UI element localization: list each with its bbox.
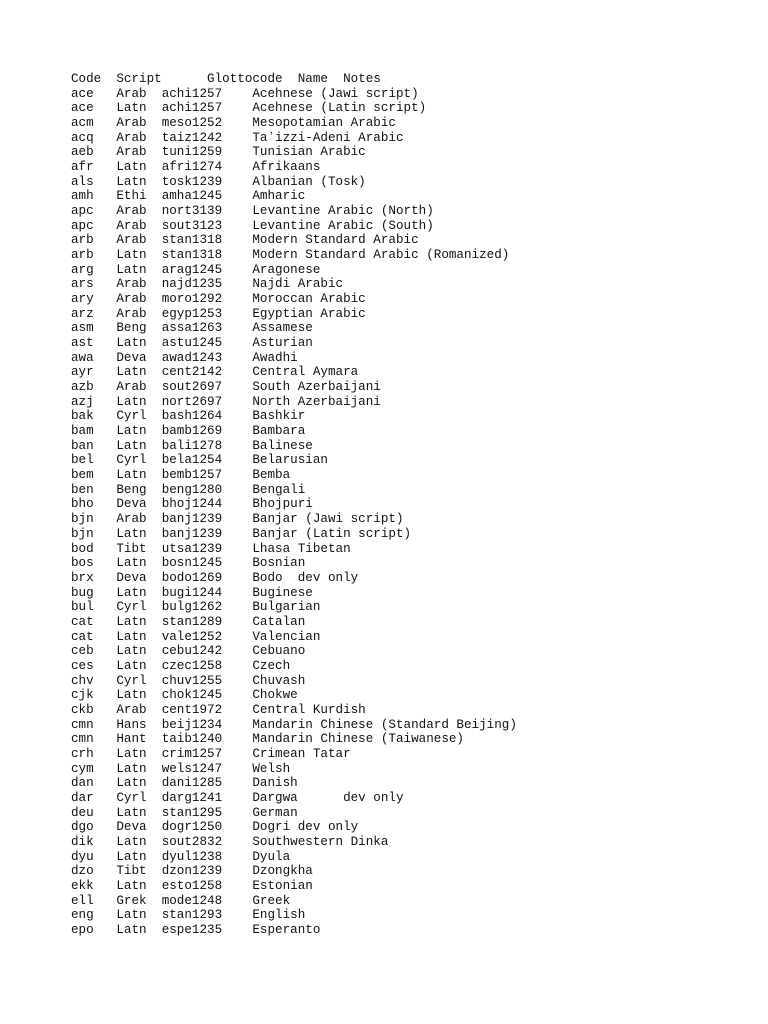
table-row: asm Beng assa1263 Assamese [71,321,313,336]
table-row: apc Arab sout3123 Levantine Arabic (South) [71,218,434,233]
table-header: Code Script Glottocode Name Notes [71,72,381,86]
table-row: ayr Latn cent2142 Central Aymara [71,365,359,380]
table-row: ell Grek mode1248 Greek [71,893,291,908]
table-row: acq Arab taiz1242 Taʽizzi-Adeni Arabic [71,130,404,145]
table-row: cym Latn wels1247 Welsh [71,761,291,776]
table-row: ben Beng beng1280 Bengali [71,482,306,497]
table-row: crh Latn crim1257 Crimean Tatar [71,746,351,761]
table-row: afr Latn afri1274 Afrikaans [71,160,321,175]
table-row: arz Arab egyp1253 Egyptian Arabic [71,306,366,321]
table-row: ban Latn bali1278 Balinese [71,438,313,453]
table-row: bod Tibt utsa1239 Lhasa Tibetan [71,541,351,556]
table-row: amh Ethi amha1245 Amharic [71,189,306,204]
table-row: arg Latn arag1245 Aragonese [71,262,321,277]
table-row: dik Latn sout2832 Southwestern Dinka [71,834,389,849]
table-row: cjk Latn chok1245 Chokwe [71,688,298,703]
table-row: bjn Latn banj1239 Banjar (Latin script) [71,526,412,541]
table-row: awa Deva awad1243 Awadhi [71,350,298,365]
table-row: deu Latn stan1295 German [71,805,298,820]
table-row: dar Cyrl darg1241 Dargwa dev only [71,790,404,805]
table-row: bjn Arab banj1239 Banjar (Jawi script) [71,512,404,527]
table-row: apc Arab nort3139 Levantine Arabic (North) [71,204,434,219]
table-row: cmn Hant taib1240 Mandarin Chinese (Taiwanese) [71,732,464,747]
table-row: bam Latn bamb1269 Bambara [71,424,306,439]
table-row: dgo Deva dogr1250 Dogri dev only [71,820,359,835]
table-row: als Latn tosk1239 Albanian (Tosk) [71,174,366,189]
table-row: chv Cyrl chuv1255 Chuvash [71,673,306,688]
table-body [71,87,517,938]
table-row: arb Arab stan1318 Modern Standard Arabic [71,233,419,248]
table-row: bug Latn bugi1244 Buginese [71,585,313,600]
table-row: azb Arab sout2697 South Azerbaijani [71,380,381,395]
table-row: dyu Latn dyul1238 Dyula [71,849,291,864]
table-row: aeb Arab tuni1259 Tunisian Arabic [71,145,366,160]
table-row: bho Deva bhoj1244 Bhojpuri [71,497,313,512]
table-row: brx Deva bodo1269 Bodo dev only [71,570,359,585]
table-row: ace Arab achi1257 Acehnese (Jawi script) [71,86,419,101]
table-row: ces Latn czec1258 Czech [71,658,291,673]
table-row: bak Cyrl bash1264 Bashkir [71,409,306,424]
table-row: bul Cyrl bulg1262 Bulgarian [71,600,321,615]
table-row: cat Latn stan1289 Catalan [71,614,306,629]
language-table [71,72,517,938]
table-row: cmn Hans beij1234 Mandarin Chinese (Standard Beijing) [71,717,517,732]
table-row: acm Arab meso1252 Mesopotamian Arabic [71,116,396,131]
table-row: ace Latn achi1257 Acehnese (Latin script) [71,101,427,116]
table-row: eng Latn stan1293 English [71,908,306,923]
table-row: ars Arab najd1235 Najdi Arabic [71,277,344,292]
table-row: ast Latn astu1245 Asturian [71,336,313,351]
table-row: azj Latn nort2697 North Azerbaijani [71,394,381,409]
table-row: dan Latn dani1285 Danish [71,776,298,791]
table-row: ary Arab moro1292 Moroccan Arabic [71,292,366,307]
table-row: ekk Latn esto1258 Estonian [71,878,313,893]
table-row: bem Latn bemb1257 Bemba [71,468,291,483]
table-row: bel Cyrl bela1254 Belarusian [71,453,328,468]
table-row: dzo Tibt dzon1239 Dzongkha [71,864,313,879]
table-row: ceb Latn cebu1242 Cebuano [71,644,306,659]
table-row: cat Latn vale1252 Valencian [71,629,321,644]
table-row: epo Latn espe1235 Esperanto [71,922,321,937]
table-row: bos Latn bosn1245 Bosnian [71,556,306,571]
table-row: ckb Arab cent1972 Central Kurdish [71,702,366,717]
table-row: arb Latn stan1318 Modern Standard Arabic (Romanized) [71,248,510,263]
